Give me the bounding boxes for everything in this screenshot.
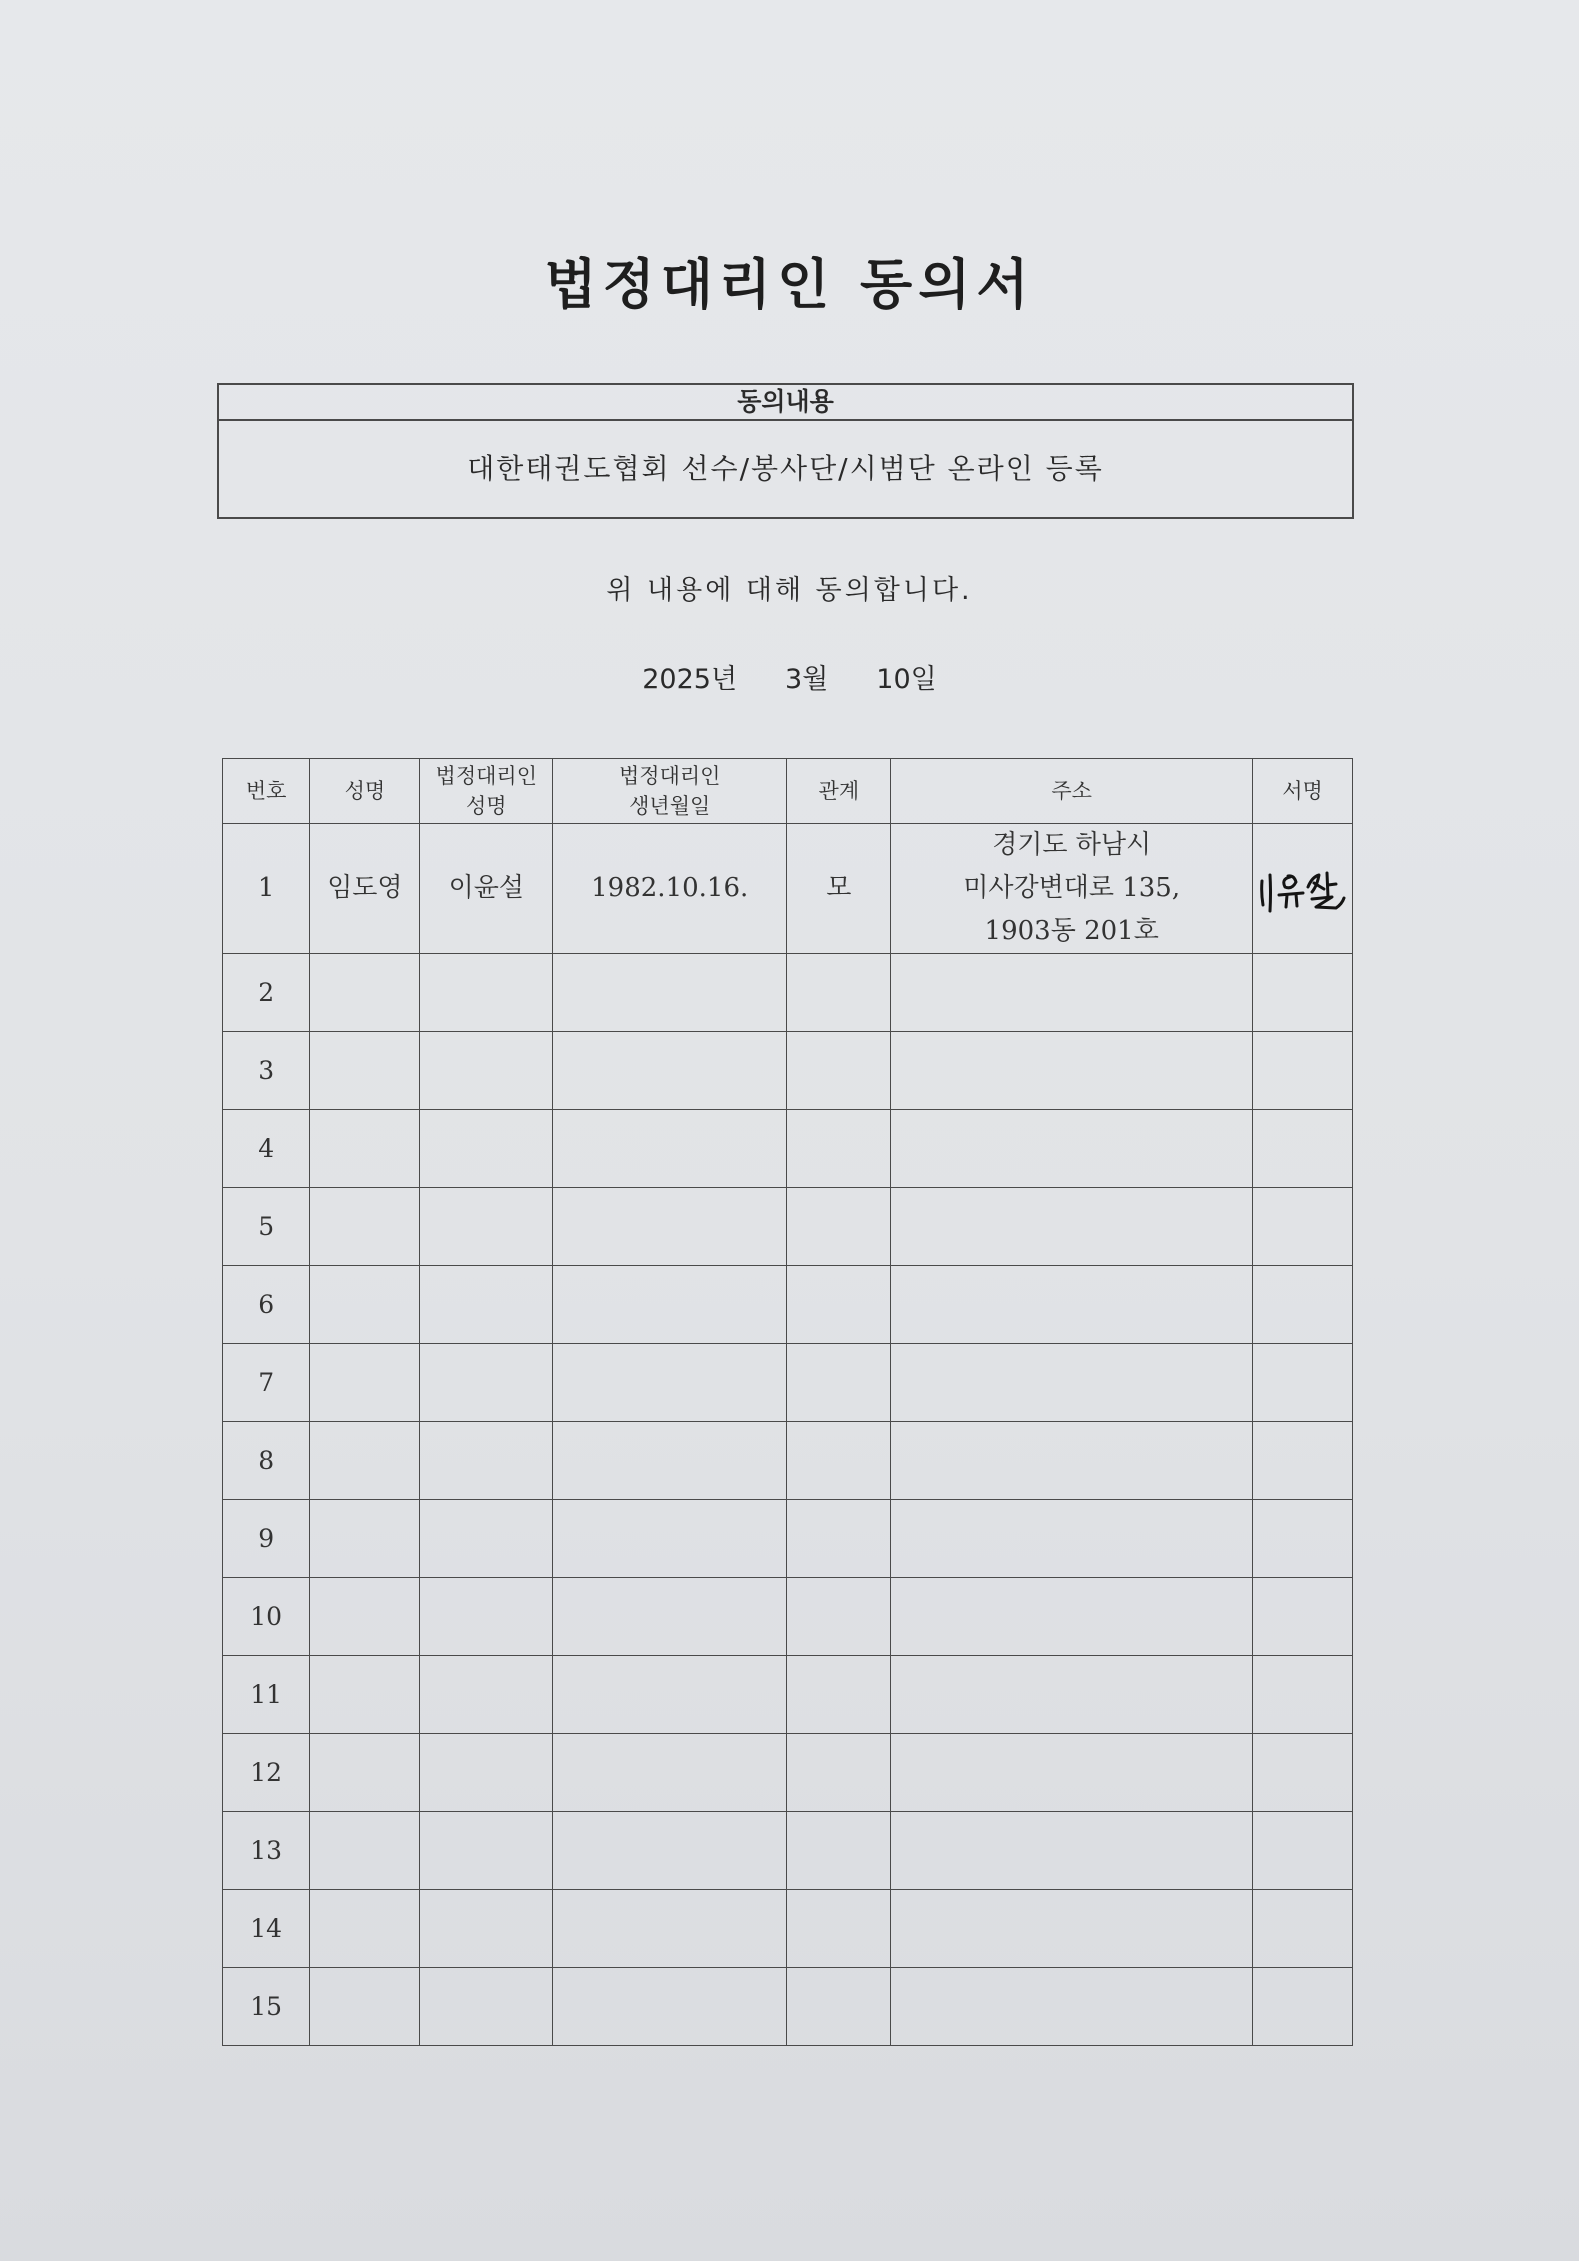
cell-name (310, 954, 420, 1032)
cell-name (310, 1422, 420, 1500)
table-row (223, 1344, 1353, 1422)
cell-signature (1252, 1344, 1352, 1422)
consent-date (0, 657, 1579, 696)
cell-rep-birth: 1982.10.16. (553, 824, 787, 954)
address-line3: 1903동 201호 (984, 916, 1159, 946)
cell-relation: 모 (787, 824, 891, 954)
address-line1: 경기도 하남시 (992, 830, 1152, 860)
table-row (223, 1110, 1353, 1188)
consent-content-text: 대한태권도협회 선수/봉사단/시범단 온라인 등록 (467, 452, 1104, 485)
header-rep-name (420, 759, 553, 824)
cell-signature (1252, 1266, 1352, 1344)
cell-rep-birth (553, 1032, 787, 1110)
table-header-row (223, 759, 1353, 824)
cell-rep-birth (553, 954, 787, 1032)
cell-rep-name (420, 1032, 553, 1110)
cell-rep-name (420, 1734, 553, 1812)
cell-address (891, 1968, 1253, 2046)
consent-content-header: 동의내용 (219, 385, 1352, 421)
cell-relation (787, 1266, 891, 1344)
cell-no: 9 (223, 1500, 310, 1578)
cell-no: 13 (223, 1812, 310, 1890)
cell-name (310, 1032, 420, 1110)
cell-rep-name (420, 1110, 553, 1188)
cell-signature (1252, 1656, 1352, 1734)
table-row (223, 1890, 1353, 1968)
cell-signature (1252, 1110, 1352, 1188)
cell-relation (787, 1188, 891, 1266)
cell-relation (787, 1812, 891, 1890)
header-rep-birth-line2: 생년월일 (629, 794, 711, 818)
cell-address (891, 1656, 1253, 1734)
date-year: 2025년 (642, 664, 738, 695)
cell-signature (1252, 1578, 1352, 1656)
cell-no: 7 (223, 1344, 310, 1422)
cell-no: 2 (223, 954, 310, 1032)
cell-no: 10 (223, 1578, 310, 1656)
cell-rep-name (420, 1578, 553, 1656)
cell-rep-name (420, 1500, 553, 1578)
cell-address (891, 1812, 1253, 1890)
cell-signature (1252, 954, 1352, 1032)
cell-no: 8 (223, 1422, 310, 1500)
cell-rep-birth (553, 1500, 787, 1578)
cell-signature (1252, 1500, 1352, 1578)
address-line2: 미사강변대로 135, (963, 873, 1181, 903)
cell-name (310, 1344, 420, 1422)
cell-no: 5 (223, 1188, 310, 1266)
cell-relation (787, 1032, 891, 1110)
cell-signature (1252, 1968, 1352, 2046)
cell-name (310, 1656, 420, 1734)
cell-rep-birth (553, 1968, 787, 2046)
cell-relation (787, 1890, 891, 1968)
cell-address (891, 954, 1253, 1032)
cell-no: 14 (223, 1890, 310, 1968)
table-row (223, 1578, 1353, 1656)
cell-signature (1252, 1422, 1352, 1500)
guardian-roster-table (222, 758, 1353, 2046)
cell-rep-name (420, 1188, 553, 1266)
handwritten-signature (1254, 859, 1350, 919)
cell-rep-birth (553, 1812, 787, 1890)
cell-rep-name (420, 1968, 553, 2046)
table-row (223, 1032, 1353, 1110)
header-name: 성명 (310, 759, 420, 824)
header-rep-name-line2: 성명 (465, 794, 507, 818)
cell-address (891, 1110, 1253, 1188)
cell-address (891, 1344, 1253, 1422)
cell-name: 임도영 (310, 824, 420, 954)
cell-name (310, 1188, 420, 1266)
cell-address (891, 1032, 1253, 1110)
table-row (223, 1812, 1353, 1890)
cell-no: 15 (223, 1968, 310, 2046)
cell-relation (787, 1344, 891, 1422)
cell-relation (787, 1734, 891, 1812)
cell-no: 3 (223, 1032, 310, 1110)
cell-name (310, 1578, 420, 1656)
cell-no: 11 (223, 1656, 310, 1734)
cell-signature (1252, 1812, 1352, 1890)
cell-address (891, 1734, 1253, 1812)
cell-rep-name (420, 1812, 553, 1890)
cell-rep-birth (553, 1734, 787, 1812)
cell-rep-name (420, 1656, 553, 1734)
cell-address (891, 1266, 1253, 1344)
table-row (223, 1500, 1353, 1578)
table-row (223, 954, 1353, 1032)
cell-address (891, 1890, 1253, 1968)
cell-address (891, 1500, 1253, 1578)
cell-rep-birth (553, 1422, 787, 1500)
table-row (223, 1734, 1353, 1812)
cell-name (310, 1110, 420, 1188)
cell-relation (787, 1656, 891, 1734)
cell-rep-birth (553, 1188, 787, 1266)
cell-name (310, 1968, 420, 2046)
cell-address (891, 1422, 1253, 1500)
date-month: 3월 (785, 664, 829, 695)
cell-name (310, 1266, 420, 1344)
cell-rep-birth (553, 1890, 787, 1968)
cell-rep-name (420, 954, 553, 1032)
header-rep-birth (553, 759, 787, 824)
table-row (223, 1188, 1353, 1266)
document-title: 법정대리인 동의서 (544, 253, 1035, 316)
cell-name (310, 1500, 420, 1578)
cell-signature (1252, 1734, 1352, 1812)
cell-name (310, 1890, 420, 1968)
cell-relation (787, 1578, 891, 1656)
cell-rep-name (420, 1890, 553, 1968)
cell-address (891, 824, 1253, 954)
cell-signature (1252, 824, 1352, 954)
cell-rep-birth (553, 1110, 787, 1188)
table-row (223, 824, 1353, 954)
cell-rep-name (420, 1266, 553, 1344)
cell-name (310, 1812, 420, 1890)
header-rep-name-line1: 법정대리인 (435, 764, 537, 788)
header-no: 번호 (223, 759, 310, 824)
cell-rep-birth (553, 1266, 787, 1344)
cell-signature (1252, 1032, 1352, 1110)
cell-relation (787, 1422, 891, 1500)
header-relation: 관계 (787, 759, 891, 824)
table-row (223, 1422, 1353, 1500)
cell-signature (1252, 1188, 1352, 1266)
cell-no: 1 (223, 824, 310, 954)
cell-name (310, 1734, 420, 1812)
cell-relation (787, 954, 891, 1032)
consent-content-box (217, 383, 1354, 519)
cell-signature (1252, 1890, 1352, 1968)
cell-rep-name (420, 1422, 553, 1500)
cell-rep-name: 이윤설 (420, 824, 553, 954)
agreement-statement: 위 내용에 대해 동의합니다. (606, 575, 973, 606)
cell-relation (787, 1110, 891, 1188)
date-day: 10일 (876, 664, 937, 695)
cell-no: 4 (223, 1110, 310, 1188)
cell-relation (787, 1968, 891, 2046)
cell-relation (787, 1500, 891, 1578)
cell-no: 6 (223, 1266, 310, 1344)
cell-address (891, 1188, 1253, 1266)
table-body (223, 824, 1353, 2046)
header-rep-birth-line1: 법정대리인 (619, 764, 721, 788)
header-address: 주소 (891, 759, 1253, 824)
table-row (223, 1266, 1353, 1344)
table-row (223, 1968, 1353, 2046)
cell-rep-birth (553, 1656, 787, 1734)
cell-rep-name (420, 1344, 553, 1422)
header-signature: 서명 (1252, 759, 1352, 824)
cell-rep-birth (553, 1344, 787, 1422)
table-row (223, 1656, 1353, 1734)
cell-address (891, 1578, 1253, 1656)
cell-no: 12 (223, 1734, 310, 1812)
cell-rep-birth (553, 1578, 787, 1656)
